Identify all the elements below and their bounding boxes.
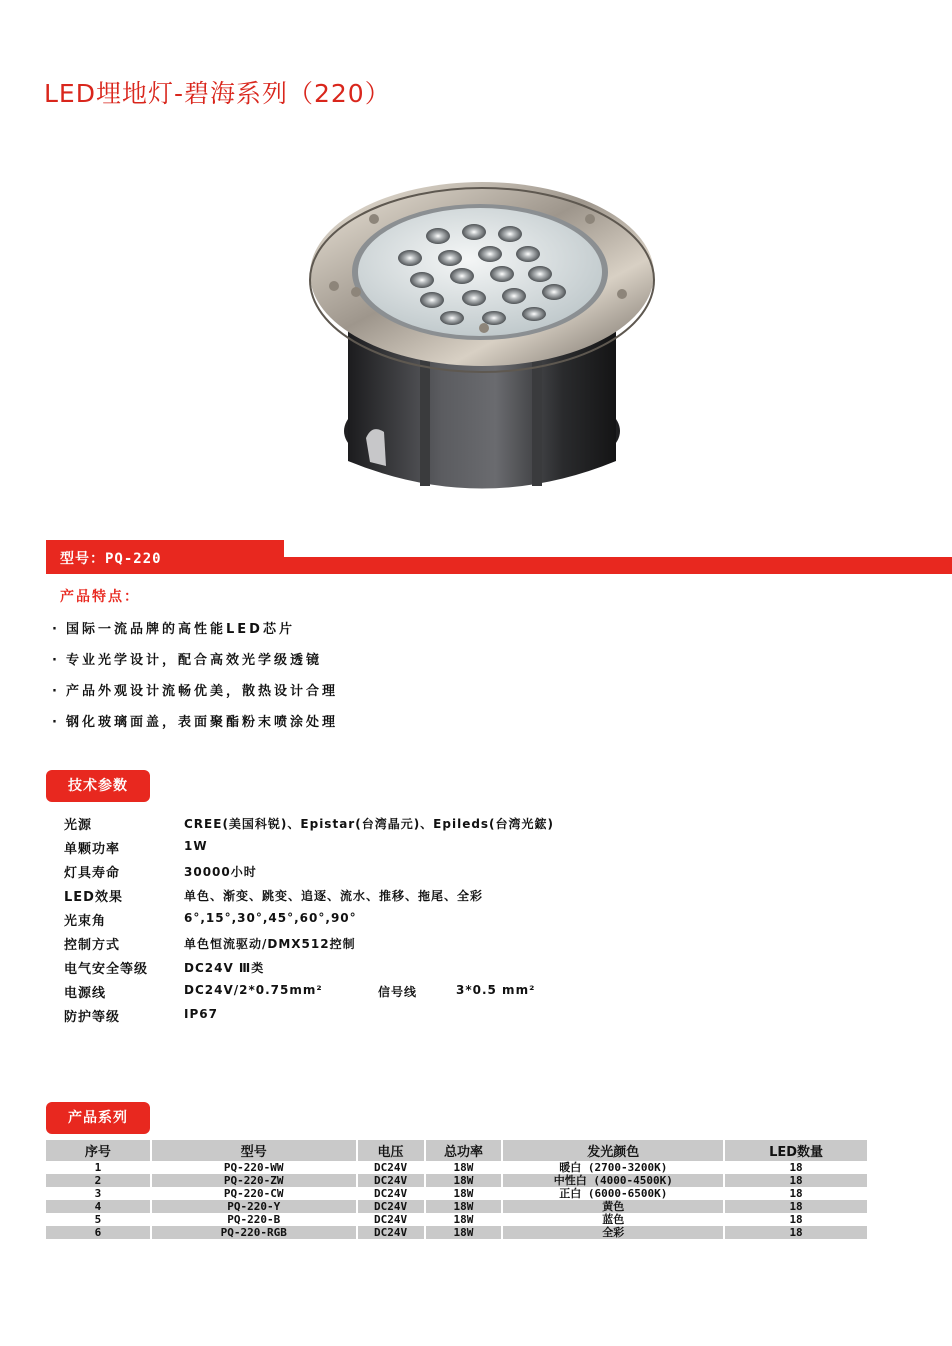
table-cell: 正白 (6000-6500K) bbox=[502, 1187, 724, 1200]
table-cell: PQ-220-WW bbox=[151, 1161, 357, 1174]
table-row bbox=[46, 1200, 868, 1213]
bullet-dot-icon: · bbox=[52, 715, 60, 730]
table-cell: 18W bbox=[425, 1187, 503, 1200]
table-cell: PQ-220-B bbox=[151, 1213, 357, 1226]
feature-item: · 产品外观设计流畅优美，散热设计合理 bbox=[52, 684, 339, 699]
table-cell: 18W bbox=[425, 1200, 503, 1213]
model-label: 型号：PQ-220 bbox=[60, 551, 162, 567]
bullet-dot-icon: · bbox=[52, 653, 60, 668]
table-cell: 18 bbox=[724, 1187, 868, 1200]
signal-label: 信号线 bbox=[378, 985, 418, 999]
table-row bbox=[46, 1174, 868, 1187]
spec-label: LED效果 bbox=[64, 890, 123, 905]
table-cell: 18W bbox=[425, 1161, 503, 1174]
table-row bbox=[46, 1213, 868, 1226]
table-cell: DC24V bbox=[357, 1200, 425, 1213]
table-row bbox=[46, 1226, 868, 1239]
table-cell: PQ-220-Y bbox=[151, 1200, 357, 1213]
spec-label: 单颗功率 bbox=[64, 842, 121, 857]
series-title: 产品系列 bbox=[46, 1102, 150, 1134]
spec-value: CREE(美国科锐)、Epistar(台湾晶元)、Epileds(台湾光鋐) bbox=[184, 817, 555, 831]
feature-item: · 钢化玻璃面盖，表面聚酯粉末喷涂处理 bbox=[52, 715, 339, 730]
spec-value: 30000小时 bbox=[184, 865, 257, 879]
table-row bbox=[46, 1161, 868, 1174]
table-cell: 18 bbox=[724, 1213, 868, 1226]
spec-value: 1W bbox=[184, 839, 208, 853]
table-cell: 18 bbox=[724, 1200, 868, 1213]
table-cell: 18W bbox=[425, 1174, 503, 1187]
table-cell: DC24V bbox=[357, 1187, 425, 1200]
feature-item: · 国际一流品牌的高性能LED芯片 bbox=[52, 622, 295, 637]
table-cell: DC24V bbox=[357, 1161, 425, 1174]
table-cell: PQ-220-RGB bbox=[151, 1226, 357, 1239]
table-cell: 18 bbox=[724, 1174, 868, 1187]
spec-label: 电气安全等级 bbox=[64, 962, 149, 977]
spec-label: 控制方式 bbox=[64, 938, 121, 953]
spec-value: DC24V/2*0.75mm² bbox=[184, 983, 323, 997]
spec-label: 防护等级 bbox=[64, 1010, 121, 1025]
signal-value: 3*0.5 mm² bbox=[456, 983, 536, 997]
table-cell: 暖白 (2700-3200K) bbox=[502, 1161, 724, 1174]
spec-label: 光源 bbox=[64, 818, 93, 833]
table-header-row bbox=[46, 1140, 868, 1161]
table-cell: 18 bbox=[724, 1161, 868, 1174]
column-header: 型号 bbox=[151, 1140, 357, 1161]
bullet-dot-icon: · bbox=[52, 622, 60, 637]
table-cell: PQ-220-ZW bbox=[151, 1174, 357, 1187]
features-title: 产品特点： bbox=[60, 589, 140, 605]
table-row bbox=[46, 1187, 868, 1200]
spec-value: 单色恒流驱动/DMX512控制 bbox=[184, 937, 356, 951]
spec-label: 灯具寿命 bbox=[64, 866, 121, 881]
column-header: 电压 bbox=[357, 1140, 425, 1161]
column-header: 序号 bbox=[46, 1140, 151, 1161]
feature-item: · 专业光学设计，配合高效光学级透镜 bbox=[52, 653, 323, 668]
column-header: 发光颜色 bbox=[502, 1140, 724, 1161]
table-cell: 18W bbox=[425, 1226, 503, 1239]
table-cell: 6 bbox=[46, 1226, 151, 1239]
page-title: LED埋地灯-碧海系列（220） bbox=[44, 79, 391, 108]
table-cell: 4 bbox=[46, 1200, 151, 1213]
table-cell: DC24V bbox=[357, 1213, 425, 1226]
table-cell: 全彩 bbox=[502, 1226, 724, 1239]
spec-value: 单色、渐变、跳变、追逐、流水、推移、拖尾、全彩 bbox=[184, 889, 484, 903]
spec-label: 电源线 bbox=[64, 986, 107, 1001]
table-cell: 18W bbox=[425, 1213, 503, 1226]
spec-value: IP67 bbox=[184, 1007, 218, 1021]
table-cell: 蓝色 bbox=[502, 1213, 724, 1226]
bullet-dot-icon: · bbox=[52, 684, 60, 699]
table-cell: DC24V bbox=[357, 1174, 425, 1187]
table-cell: 中性白 (4000-4500K) bbox=[502, 1174, 724, 1187]
table-cell: DC24V bbox=[357, 1226, 425, 1239]
table-cell: 1 bbox=[46, 1161, 151, 1174]
table-cell: 2 bbox=[46, 1174, 151, 1187]
spec-value: DC24V Ⅲ类 bbox=[184, 961, 265, 975]
specs-title: 技术参数 bbox=[46, 770, 150, 802]
table-cell: 18 bbox=[724, 1226, 868, 1239]
table-cell: 黄色 bbox=[502, 1200, 724, 1213]
column-header: LED数量 bbox=[724, 1140, 868, 1161]
table-cell: PQ-220-CW bbox=[151, 1187, 357, 1200]
column-header: 总功率 bbox=[425, 1140, 503, 1161]
spec-value: 6°,15°,30°,45°,60°,90° bbox=[184, 911, 357, 925]
table-cell: 5 bbox=[46, 1213, 151, 1226]
product-photo bbox=[300, 176, 660, 506]
spec-label: 光束角 bbox=[64, 914, 107, 929]
product-series-table bbox=[46, 1140, 869, 1239]
table-cell: 3 bbox=[46, 1187, 151, 1200]
